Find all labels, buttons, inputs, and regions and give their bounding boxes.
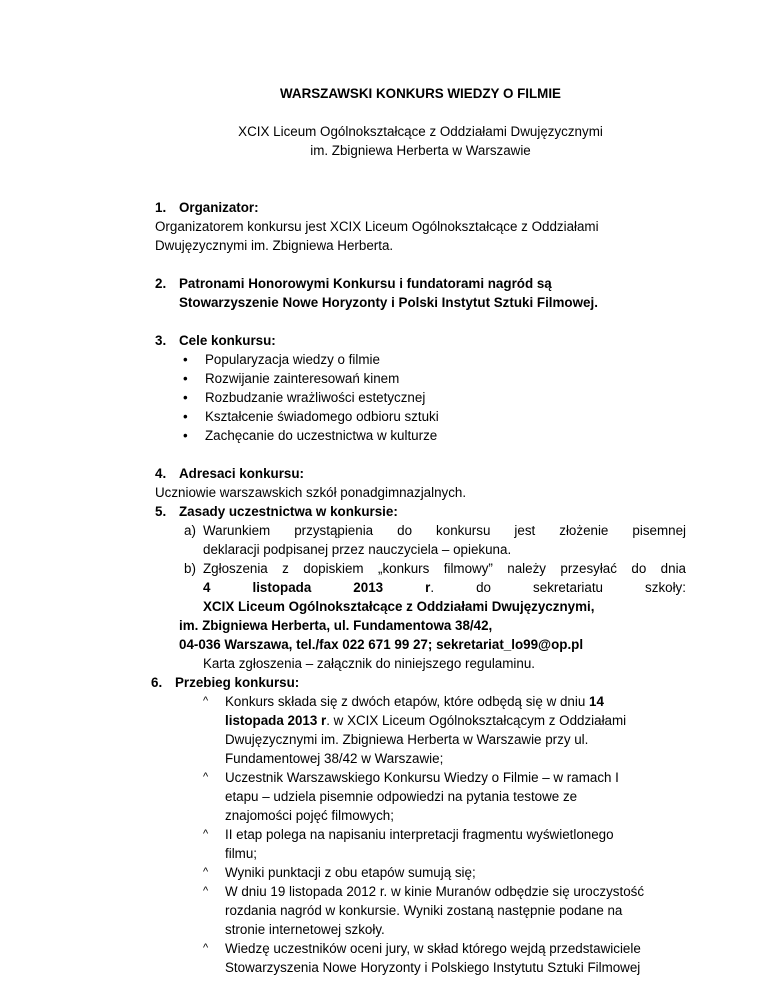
bullet-icon: • (183, 428, 188, 443)
list-item: • Zachęcanie do uczestnictwa w kulturze (183, 428, 438, 443)
section-heading: Adresaci konkursu: (179, 466, 305, 481)
bullet-icon: • (183, 352, 188, 367)
school-line-1: XCIX Liceum Ogólnokształcące z Oddziałami Dwujęzycznymi (238, 124, 603, 139)
caret-icon: ^ (203, 866, 209, 878)
application-note: Karta zgłoszenia – załącznik do niniejszego regulaminu. (203, 656, 535, 671)
list-item: ^ II etap polega na napisaniu interpretacji fragmentu wyświetlonego filmu; (203, 827, 614, 861)
section-process (151, 673, 686, 977)
section-rules (155, 502, 686, 673)
section-number: 1. (155, 200, 167, 215)
bullet-icon: • (183, 390, 188, 405)
section-heading: Patronami Honorowymi Konkursu i fundatorami nagród są (179, 276, 552, 291)
rule-a (155, 521, 686, 559)
section-text: Dwujęzycznymi im. Zbigniewa Herberta. (155, 238, 394, 253)
list-item: ^ Wyniki punktacji z obu etapów sumują się; (203, 865, 476, 880)
list-item: ^ Konkurs składa się z dwóch etapów, które odbędą się w dniu 14 listopada 2013 r. w XCIX Liceum Ogólnokształcącym z Oddziałami Dwujęzycznymi im. Zbigniewa Herberta w Warszawie przy ul. Fundamentowej 38/42 w Warszawie; (203, 694, 627, 766)
rule-text: Zgłoszenia z dopiskiem „konkurs filmowy” należy przesyłać do dnia (203, 561, 686, 576)
address-line-3: 04-036 Warszawa, tel./fax 022 671 99 27; sekretariat_lo99@op.pl (179, 637, 584, 652)
process-list (151, 692, 686, 977)
list-item: • Popularyzacja wiedzy o filmie (183, 352, 380, 367)
section-number: 6. (151, 675, 163, 690)
list-item: ^ W dniu 19 listopada 2012 r. w kinie Muranów odbędzie się uroczystość rozdania nagród w konkursie. Wyniki zostaną następnie podane na stronie internetowej szkoły. (203, 884, 645, 937)
caret-icon: ^ (203, 942, 209, 954)
rule-label: b) (184, 561, 196, 576)
deadline-r: r. (425, 580, 435, 595)
section-heading: Organizator: (179, 200, 259, 215)
section-audience (155, 464, 686, 502)
school-line-2: im. Zbigniewa Herberta w Warszawie (310, 143, 531, 158)
section-text: Uczniowie warszawskich szkół ponadgimnazjalnych. (155, 485, 467, 500)
section-patrons (155, 274, 686, 312)
section-number: 2. (155, 276, 167, 291)
list-item: • Kształcenie świadomego odbioru sztuki (183, 409, 439, 424)
bullet-icon: • (183, 409, 188, 424)
caret-icon: ^ (203, 771, 209, 783)
deadline-year: 2013 (353, 580, 384, 595)
goals-list (155, 350, 686, 445)
bullet-icon: • (183, 371, 188, 386)
section-organizer (155, 198, 686, 255)
rule-text: deklaracji podpisanej przez nauczyciela – opiekuna. (203, 542, 512, 557)
section-heading: Cele konkursu: (179, 333, 276, 348)
deadline-day: 4 (203, 580, 211, 595)
section-goals (155, 331, 686, 445)
section-heading: Zasady uczestnictwa w konkursie: (179, 504, 398, 519)
caret-icon: ^ (203, 885, 209, 897)
document-title: WARSZAWSKI KONKURS WIEDZY O FILMIE (280, 86, 561, 101)
section-number: 4. (155, 466, 167, 481)
rule-label: a) (184, 523, 196, 538)
school-name (155, 122, 686, 160)
section-heading: Przebieg konkursu: (175, 675, 300, 690)
deadline-school: szkoły: (645, 580, 686, 595)
section-heading: Stowarzyszenie Nowe Horyzonty i Polski Instytut Sztuki Filmowej. (179, 295, 598, 310)
list-item: • Rozbudzanie wrażliwości estetycznej (183, 390, 426, 405)
rule-text: Warunkiem przystąpienia do konkursu jest złożenie pisemnej (203, 523, 686, 538)
caret-icon: ^ (203, 695, 209, 707)
section-number: 5. (155, 504, 167, 519)
address-line-2: im. Zbigniewa Herberta, ul. Fundamentowa 38/42, (179, 618, 493, 633)
deadline-do: do (476, 580, 492, 595)
deadline-line (203, 578, 686, 597)
section-number: 3. (155, 333, 167, 348)
caret-icon: ^ (203, 828, 209, 840)
address-line-1: XCIX Liceum Ogólnokształcące z Oddziałami Dwujęzycznymi, (203, 599, 595, 614)
list-item: • Rozwijanie zainteresowań kinem (183, 371, 400, 386)
document-page (151, 84, 686, 977)
deadline-month: listopada (252, 580, 312, 595)
list-item: ^ Wiedzę uczestników oceni jury, w skład którego wejdą przedstawiciele Stowarzyszenia Nowe Horyzonty i Polskiego Instytutu Sztuki Filmowej (203, 941, 641, 975)
deadline-office: sekretariatu (533, 580, 604, 595)
section-text: Organizatorem konkursu jest XCIX Liceum Ogólnokształcące z Oddziałami (155, 219, 599, 234)
list-item: ^ Uczestnik Warszawskiego Konkursu Wiedzy o Filmie – w ramach I etapu – udziela pisemnie odpowiedzi na pytania testowe ze znajomości pojęć filmowych; (203, 770, 619, 823)
rule-b (155, 559, 686, 597)
